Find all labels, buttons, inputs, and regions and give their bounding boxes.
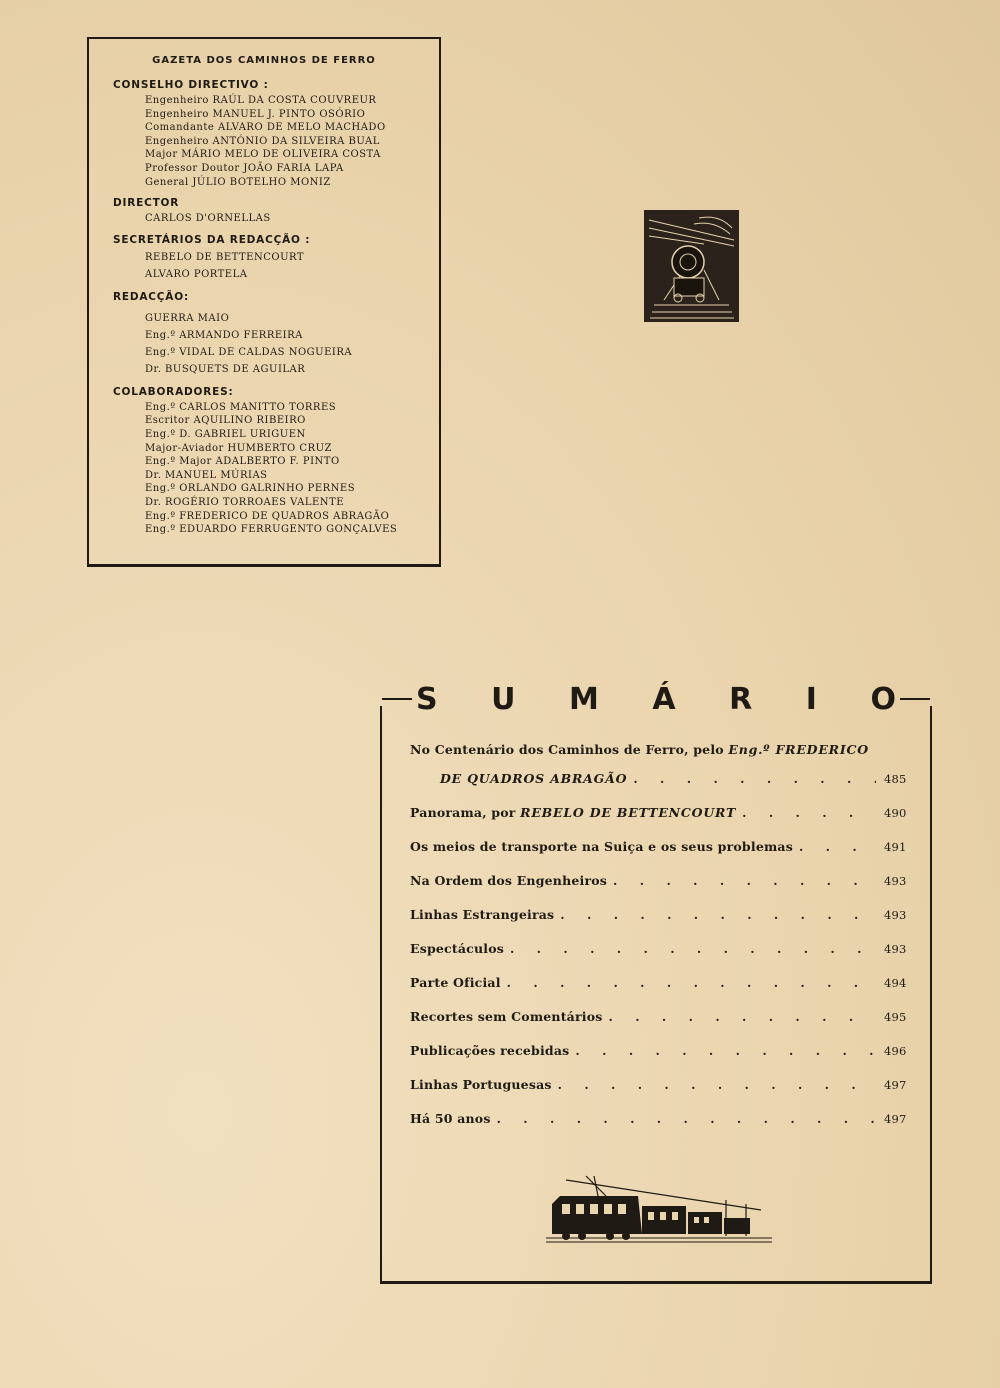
masthead-box xyxy=(87,37,441,567)
toc-leader-dots xyxy=(799,839,876,854)
toc-label: Panorama, por REBELO DE BETTENCOURT xyxy=(410,805,737,820)
member: Professor Doutor JOÃO FARIA LAPA xyxy=(145,162,344,174)
toc-label: Parte Oficial xyxy=(410,975,501,990)
member: Eng.º EDUARDO FERRUGENTO GONÇALVES xyxy=(145,524,398,536)
toc-label: Espectáculos xyxy=(410,941,504,956)
secretarios-list xyxy=(113,249,439,283)
title-letter: Á xyxy=(652,681,676,717)
member: Eng.º ORLANDO GALRINHO PERNES xyxy=(145,483,356,495)
toc-label: Linhas Portuguesas xyxy=(410,1077,552,1092)
section-heading-director: DIRECTOR xyxy=(113,197,180,210)
heading-rule-left xyxy=(382,698,412,700)
toc-page-number: 497 xyxy=(884,1112,907,1126)
member: GUERRA MAIO xyxy=(145,312,230,324)
toc-page-number: 493 xyxy=(884,908,907,922)
toc-entry xyxy=(410,941,906,975)
member: Eng.º CARLOS MANITTO TORRES xyxy=(145,401,337,413)
member: Eng.º Major ADALBERTO F. PINTO xyxy=(145,456,340,468)
toc-leader-dots xyxy=(575,1043,876,1058)
sumario-heading xyxy=(382,681,930,717)
toc-leader-dots xyxy=(609,1009,877,1024)
section-heading-redaccao: REDACÇÃO: xyxy=(113,290,189,303)
toc-page-number: 495 xyxy=(884,1010,907,1024)
member: Dr. ROGÉRIO TORROAES VALENTE xyxy=(145,496,345,508)
masthead-title: GAZETA DOS CAMINHOS DE FERRO xyxy=(152,55,376,66)
toc-page-number: 493 xyxy=(884,874,907,888)
conselho-list xyxy=(113,94,439,189)
member: Dr. BUSQUETS DE AGUILAR xyxy=(145,363,306,375)
sumario-title xyxy=(412,682,900,717)
title-letter: R xyxy=(729,681,753,717)
toc-leader-dots xyxy=(560,907,876,922)
toc-leader-dots xyxy=(558,1077,876,1092)
toc-entry xyxy=(410,742,906,771)
member: Major MÁRIO MELO DE OLIVEIRA COSTA xyxy=(145,149,381,161)
member: CARLOS D'ORNELLAS xyxy=(145,213,271,225)
heading-rule-right xyxy=(900,698,930,700)
locomotive-woodcut-icon xyxy=(644,210,739,322)
toc-page-number: 497 xyxy=(884,1078,907,1092)
toc-leader-dots xyxy=(613,873,876,888)
electric-train-icon xyxy=(546,1174,772,1250)
toc-page-number: 493 xyxy=(884,942,907,956)
toc-page-number: 485 xyxy=(884,772,907,786)
member: ALVARO PORTELA xyxy=(145,268,248,280)
toc-label: Na Ordem dos Engenheiros xyxy=(410,873,608,888)
member: Engenheiro RAÚL DA COSTA COUVREUR xyxy=(145,95,377,106)
toc-leader-dots xyxy=(742,805,876,820)
toc-entry xyxy=(410,1009,906,1043)
toc-entry xyxy=(410,1111,906,1145)
section-heading-secretarios: SECRETÁRIOS DA REDACÇÃO : xyxy=(113,233,311,246)
toc-page-number: 496 xyxy=(884,1044,907,1058)
toc-entry xyxy=(410,1077,906,1111)
toc-label: No Centenário dos Caminhos de Ferro, pelo Eng.º FREDERICO xyxy=(410,742,869,757)
redaccao-list xyxy=(113,306,439,378)
title-letter: O xyxy=(870,681,896,717)
member: Eng.º ARMANDO FERREIRA xyxy=(145,329,303,341)
section-heading-conselho: CONSELHO DIRECTIVO : xyxy=(113,79,269,91)
member: Eng.º D. GABRIEL URIGUEN xyxy=(145,428,306,440)
toc-label: Há 50 anos xyxy=(410,1111,491,1126)
toc-label: Os meios de transporte na Suiça e os seus problemas xyxy=(410,839,793,854)
member: Eng.º FREDERICO DE QUADROS ABRAGÃO xyxy=(145,510,390,522)
member: Eng.º VIDAL DE CALDAS NOGUEIRA xyxy=(145,346,353,358)
title-letter: I xyxy=(805,681,817,717)
toc-leader-dots xyxy=(497,1111,876,1126)
member: Comandante ALVARO DE MELO MACHADO xyxy=(145,122,386,134)
toc-label: Linhas Estrangeiras xyxy=(410,907,555,922)
member: Dr. MANUEL MÚRIAS xyxy=(145,469,268,481)
toc-entry xyxy=(410,839,906,873)
toc-leader-dots xyxy=(510,941,876,956)
toc-entry xyxy=(410,975,906,1009)
toc-page-number: 494 xyxy=(884,976,907,990)
title-letter: M xyxy=(569,681,599,717)
toc-label: DE QUADROS ABRAGÃO xyxy=(440,771,628,786)
toc-entry xyxy=(410,873,906,907)
director-list xyxy=(113,212,439,226)
toc-leader-dots xyxy=(507,975,876,990)
section-heading-colaboradores: COLABORADORES: xyxy=(113,385,234,398)
sumario-box xyxy=(380,681,932,1284)
member: Engenheiro ANTÓNIO DA SILVEIRA BUAL xyxy=(145,135,380,147)
toc-leader-dots xyxy=(633,771,876,786)
toc-label: Recortes sem Comentários xyxy=(410,1009,603,1024)
toc-label: Publicações recebidas xyxy=(410,1043,570,1058)
colaboradores-list xyxy=(113,401,439,537)
member: General JÚLIO BOTELHO MONIZ xyxy=(145,176,331,188)
toc-entry xyxy=(410,907,906,941)
table-of-contents xyxy=(410,742,906,1145)
toc-entry xyxy=(410,805,906,839)
toc-entry xyxy=(410,1043,906,1077)
title-letter: S xyxy=(416,681,438,717)
toc-entry-continuation xyxy=(410,771,906,805)
member: Major-Aviador HUMBERTO CRUZ xyxy=(145,442,332,454)
member: REBELO DE BETTENCOURT xyxy=(145,251,305,263)
member: Engenheiro MANUEL J. PINTO OSÓRIO xyxy=(145,108,366,120)
title-letter: U xyxy=(491,681,516,717)
toc-page-number: 490 xyxy=(884,806,907,820)
toc-page-number: 491 xyxy=(884,840,907,854)
member: Escritor AQUILINO RIBEIRO xyxy=(145,415,306,427)
